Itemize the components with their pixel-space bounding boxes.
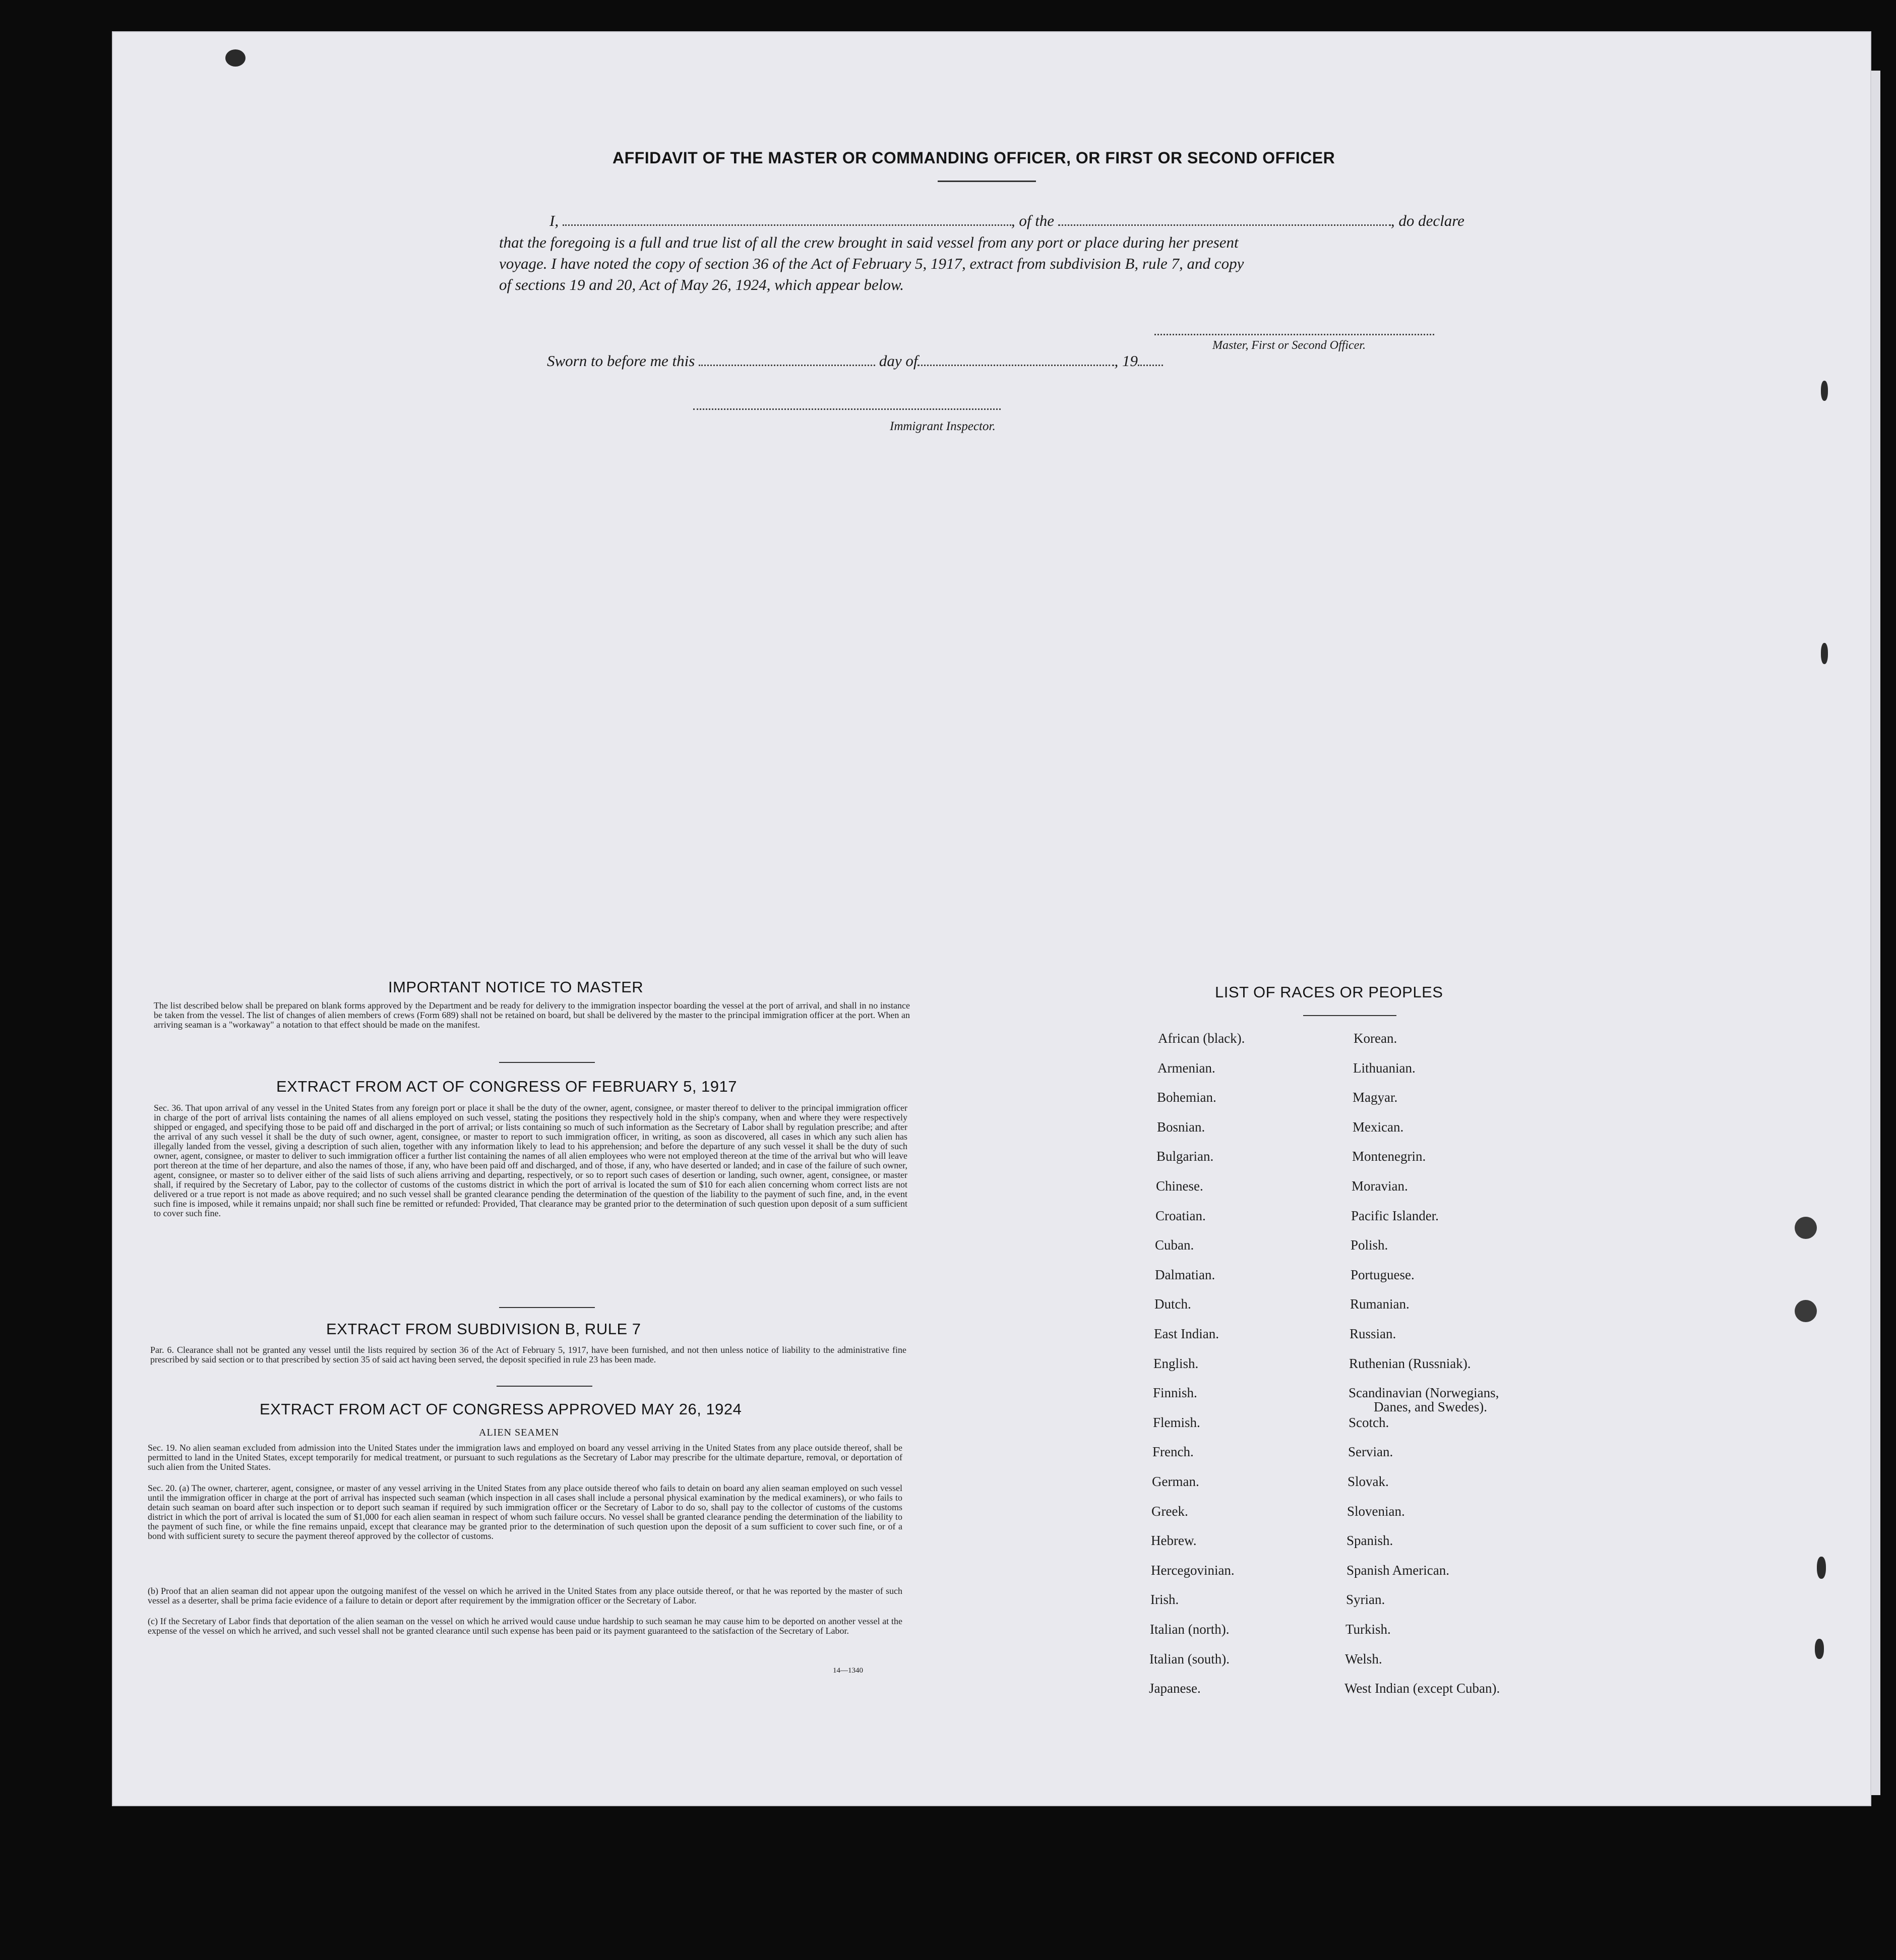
affidavit-body-line-3: of sections 19 and 20, Act of May 26, 1924, which appear below. bbox=[499, 276, 904, 293]
race-right-item: Slovenian. bbox=[1347, 1504, 1405, 1519]
punch-hole-top-left bbox=[225, 49, 246, 67]
race-right-item: Pacific Islander. bbox=[1351, 1208, 1439, 1223]
rule7-rule bbox=[497, 1386, 592, 1387]
race-right-item: Syrian. bbox=[1346, 1592, 1385, 1607]
race-right-item: Turkish. bbox=[1345, 1622, 1391, 1637]
rule7-body: Par. 6. Clearance shall not be granted any vessel until the lists required by section 36 of the Act of February 5, 1917, have been furnished, and not then unless notice of liability to the administrative fine prescribed by said section or to that prescribed by section 35 of said act having been served, the deposit specified in rule 23 has been made. bbox=[150, 1345, 906, 1364]
races-title-rule bbox=[1303, 1015, 1396, 1016]
sworn-label: Sworn to before me this bbox=[547, 352, 695, 370]
race-left-item: Flemish. bbox=[1153, 1415, 1200, 1430]
race-left-item: Dalmatian. bbox=[1155, 1267, 1215, 1282]
sworn-month-field[interactable] bbox=[918, 365, 1114, 366]
affidavit-of-the-label: , of the bbox=[1011, 212, 1055, 229]
master-signature-field[interactable] bbox=[1154, 324, 1434, 335]
race-right-item: Lithuanian. bbox=[1353, 1060, 1416, 1076]
races-title: LIST OF RACES OR PEOPLES bbox=[1215, 983, 1443, 1001]
extract-1924-subtitle: ALIEN SEAMEN bbox=[479, 1427, 560, 1438]
race-left-item: Armenian. bbox=[1157, 1060, 1215, 1076]
extract-1924-section-20c: (c) If the Secretary of Labor finds that deportation of the alien seaman on the vessel on which he arrived would cause undue hardship to such seaman he may cause him to be deported on another vessel at the expense of the vessel on which he arrived, and such vessel shall not be granted clearance until such expense has been paid or its payment guaranteed to the satisfaction of the Secretary of Labor. bbox=[148, 1616, 902, 1636]
form-number: 14—1340 bbox=[833, 1667, 863, 1675]
race-right-continuation: Danes, and Swedes). bbox=[1374, 1399, 1487, 1414]
race-right-item: Portuguese. bbox=[1351, 1267, 1415, 1282]
affidavit-do-declare-label: , do declare bbox=[1390, 212, 1464, 229]
affidavit-title: AFFIDAVIT OF THE MASTER OR COMMANDING OFFICER, OR FIRST OR SECOND OFFICER bbox=[613, 149, 1335, 167]
affidavit-title-rule bbox=[938, 181, 1036, 182]
binding-mark-2 bbox=[1821, 643, 1828, 664]
extract-1924-section-20b: (b) Proof that an alien seaman did not appear upon the outgoing manifest of the vessel on which he arrived in the United States from any place outside thereof, or that he was reported by the master of such vessel as a deserter, shall be prima facie evidence of a failure to detain or deport after requirement by the immigration officer or the Secretary of Labor. bbox=[148, 1586, 902, 1606]
race-left-item: Hercegovinian. bbox=[1151, 1563, 1235, 1578]
race-left-item: Bohemian. bbox=[1157, 1090, 1216, 1105]
binding-mark-3 bbox=[1817, 1557, 1826, 1579]
affidavit-i-label: I, bbox=[549, 212, 559, 229]
race-right-item: Slovak. bbox=[1348, 1474, 1389, 1489]
affidavit-body-line-1: that the foregoing is a full and true list of all the crew brought in said vessel from any port or place during her present bbox=[499, 233, 1239, 251]
extract-1924-title: EXTRACT FROM ACT OF CONGRESS APPROVED MAY 26, 1924 bbox=[260, 1400, 742, 1418]
race-right-item: Scotch. bbox=[1349, 1415, 1389, 1430]
vessel-name-field[interactable] bbox=[1058, 224, 1391, 226]
race-left-item: Japanese. bbox=[1149, 1681, 1201, 1696]
sworn-line bbox=[547, 352, 1163, 370]
day-of-label: day of bbox=[879, 352, 918, 370]
race-right-item: West Indian (except Cuban). bbox=[1344, 1681, 1500, 1696]
notice-title: IMPORTANT NOTICE TO MASTER bbox=[388, 978, 644, 996]
race-left-item: Bulgarian. bbox=[1156, 1149, 1214, 1164]
affidavit-body-line-2: voyage. I have noted the copy of section 36 of the Act of February 5, 1917, extract from subdivision B, rule 7, and copy bbox=[499, 255, 1244, 272]
race-left-item: Finnish. bbox=[1153, 1385, 1197, 1400]
affidavit-first-line bbox=[549, 212, 1472, 230]
master-signature-caption: Master, First or Second Officer. bbox=[1212, 339, 1366, 352]
binding-mark-1 bbox=[1821, 381, 1828, 401]
race-left-item: Chinese. bbox=[1156, 1178, 1203, 1194]
race-right-item: Moravian. bbox=[1352, 1178, 1408, 1194]
race-left-item: French. bbox=[1152, 1444, 1194, 1459]
extract-1917-body: Sec. 36. That upon arrival of any vessel in the United States from any foreign port or place it shall be the duty of the owner, agent, consignee, or master thereof to deliver to the principal immigration officer in charge of the port of arrival lists containing the names of all aliens employed on such vessel, stating the positions they respectively hold in the ship's company, when and where they were respectively shipped or engaged, and specifying those to be paid off and discharged in the port of arrival; or lists containing so much of such information as the Secretary of Labor shall by regulation prescribe; and after the arrival of any such vessel it shall be the duty of such owner, agent, consignee, or master to report to such immigration officer, in writing, as soon as discovered, all cases in which any such alien has illegally landed from the vessel, giving a description of such alien, together with any information likely to lead to his apprehension; and before the departure of any such vessel it shall be the duty of such owner, agent, consignee, or master to deliver to such immigration officer a further list containing the names of all alien employees who were not employed thereon at the time of the arrival but who will leave port thereon at the time of her departure, and also the names of those, if any, who have been paid off and discharged, and of those, if any, who have deserted or landed; and in case of the failure of such owner, agent, consignee, or master so to deliver either of the said lists of such aliens arriving and departing, respectively, or so to report such cases of desertion or landing, such owner, agent, consignee, or master shall, if required by the Secretary of Labor, pay to the collector of customs of the customs district in which the port of arrival is located the sum of $10 for each alien concerning whom correct lists are not delivered or a true report is not made as above required; and no such vessel shall be granted clearance pending the determination of the question of the liability to the payment of such fine, and, in the event such fine is imposed, while it remains unpaid; nor shall such fine be remitted or refunded: Provided, That clearance may be granted prior to the determination of such question upon deposit of a sum sufficient to cover such fine. bbox=[154, 1103, 907, 1218]
year-prefix-label: , 19 bbox=[1114, 352, 1138, 370]
race-left-item: Croatian. bbox=[1155, 1208, 1206, 1223]
punch-hole-right-2 bbox=[1795, 1300, 1817, 1322]
extract-1917-rule bbox=[499, 1307, 595, 1308]
extract-1924-section-19: Sec. 19. No alien seaman excluded from admission into the United States under the immigration laws and employed on board any vessel arriving in the United States from any place outside thereof, shall be permitted to land in the United States, except temporarily for medical treatment, or pursuant to such regulations as the Secretary of Labor may prescribe for the ultimate departure, removal, or deportation of such alien from the United States. bbox=[148, 1443, 902, 1472]
race-right-item: Spanish American. bbox=[1347, 1563, 1449, 1578]
officer-name-field[interactable] bbox=[563, 224, 1011, 226]
binding-mark-4 bbox=[1815, 1639, 1824, 1659]
race-right-item: Welsh. bbox=[1345, 1651, 1382, 1667]
punch-hole-right-1 bbox=[1795, 1217, 1817, 1239]
race-right-item: Spanish. bbox=[1347, 1533, 1393, 1548]
race-left-item: African (black). bbox=[1158, 1031, 1245, 1046]
race-left-item: Dutch. bbox=[1154, 1296, 1191, 1312]
extract-1924-section-20a: Sec. 20. (a) The owner, charterer, agent, consignee, or master of any vessel arriving in the United States from any place outside thereof who fails to detain on board any alien seaman employed on such vessel until the immigration officer in charge at the port of arrival has inspected such seaman (which inspection in all cases shall include a personal physical examination by the medical examiners), or who fails to detain such seaman on board after such inspection or to deport such seaman if required by such immigration officer or the Secretary of Labor to do so, shall pay to the collector of customs of the customs district in which the port of arrival is located the sum of $1,000 for each alien seaman in respect of whom such failure occurs. No vessel shall be granted clearance pending the determination of the liability to the payment of such fine, or while the fine remains unpaid, except that clearance may be granted prior to the determination of such question upon the deposit of a sum sufficient to cover such fine, or of a bond with sufficient surety to secure the payment thereof approved by the collector of customs. bbox=[148, 1483, 902, 1541]
race-right-item: Korean. bbox=[1354, 1031, 1397, 1046]
race-left-item: Bosnian. bbox=[1157, 1119, 1205, 1135]
race-right-item: Scandinavian (Norwegians, bbox=[1349, 1385, 1499, 1400]
rule7-title: EXTRACT FROM SUBDIVISION B, RULE 7 bbox=[326, 1320, 641, 1338]
race-right-item: Servian. bbox=[1348, 1444, 1393, 1459]
inspector-signature-field[interactable] bbox=[693, 398, 1001, 410]
race-left-item: Irish. bbox=[1150, 1592, 1179, 1607]
race-left-item: Italian (south). bbox=[1149, 1651, 1230, 1667]
race-left-item: English. bbox=[1153, 1356, 1199, 1371]
race-right-item: Mexican. bbox=[1353, 1119, 1404, 1135]
race-right-item: Rumanian. bbox=[1350, 1296, 1410, 1312]
notice-rule bbox=[499, 1062, 595, 1063]
race-right-item: Montenegrin. bbox=[1352, 1149, 1426, 1164]
race-left-item: German. bbox=[1152, 1474, 1199, 1489]
race-left-item: Greek. bbox=[1151, 1504, 1188, 1519]
race-right-item: Polish. bbox=[1351, 1237, 1388, 1253]
race-left-item: Italian (north). bbox=[1150, 1622, 1230, 1637]
race-right-item: Ruthenian (Russniak). bbox=[1349, 1356, 1471, 1371]
race-left-item: Hebrew. bbox=[1151, 1533, 1197, 1548]
race-right-item: Russian. bbox=[1350, 1326, 1396, 1341]
sworn-day-field[interactable] bbox=[699, 365, 875, 366]
inspector-caption: Immigrant Inspector. bbox=[890, 420, 996, 433]
race-left-item: East Indian. bbox=[1154, 1326, 1219, 1341]
notice-body: The list described below shall be prepared on blank forms approved by the Department and be ready for delivery to the immigration inspector boarding the vessel at the port of arrival, and shall in no instance be taken from the vessel. The list of changes of alien members of crews (Form 689) shall not be retained on board, but shall be delivered by the master to the principal immigration officer at the port. When an arriving seaman is a "workaway" a notation to that effect should be made on the manifest. bbox=[154, 1000, 910, 1030]
race-left-item: Cuban. bbox=[1155, 1237, 1194, 1253]
race-right-item: Magyar. bbox=[1353, 1090, 1398, 1105]
sworn-year-field[interactable] bbox=[1138, 365, 1163, 366]
extract-1917-title: EXTRACT FROM ACT OF CONGRESS OF FEBRUARY 5, 1917 bbox=[276, 1078, 738, 1095]
